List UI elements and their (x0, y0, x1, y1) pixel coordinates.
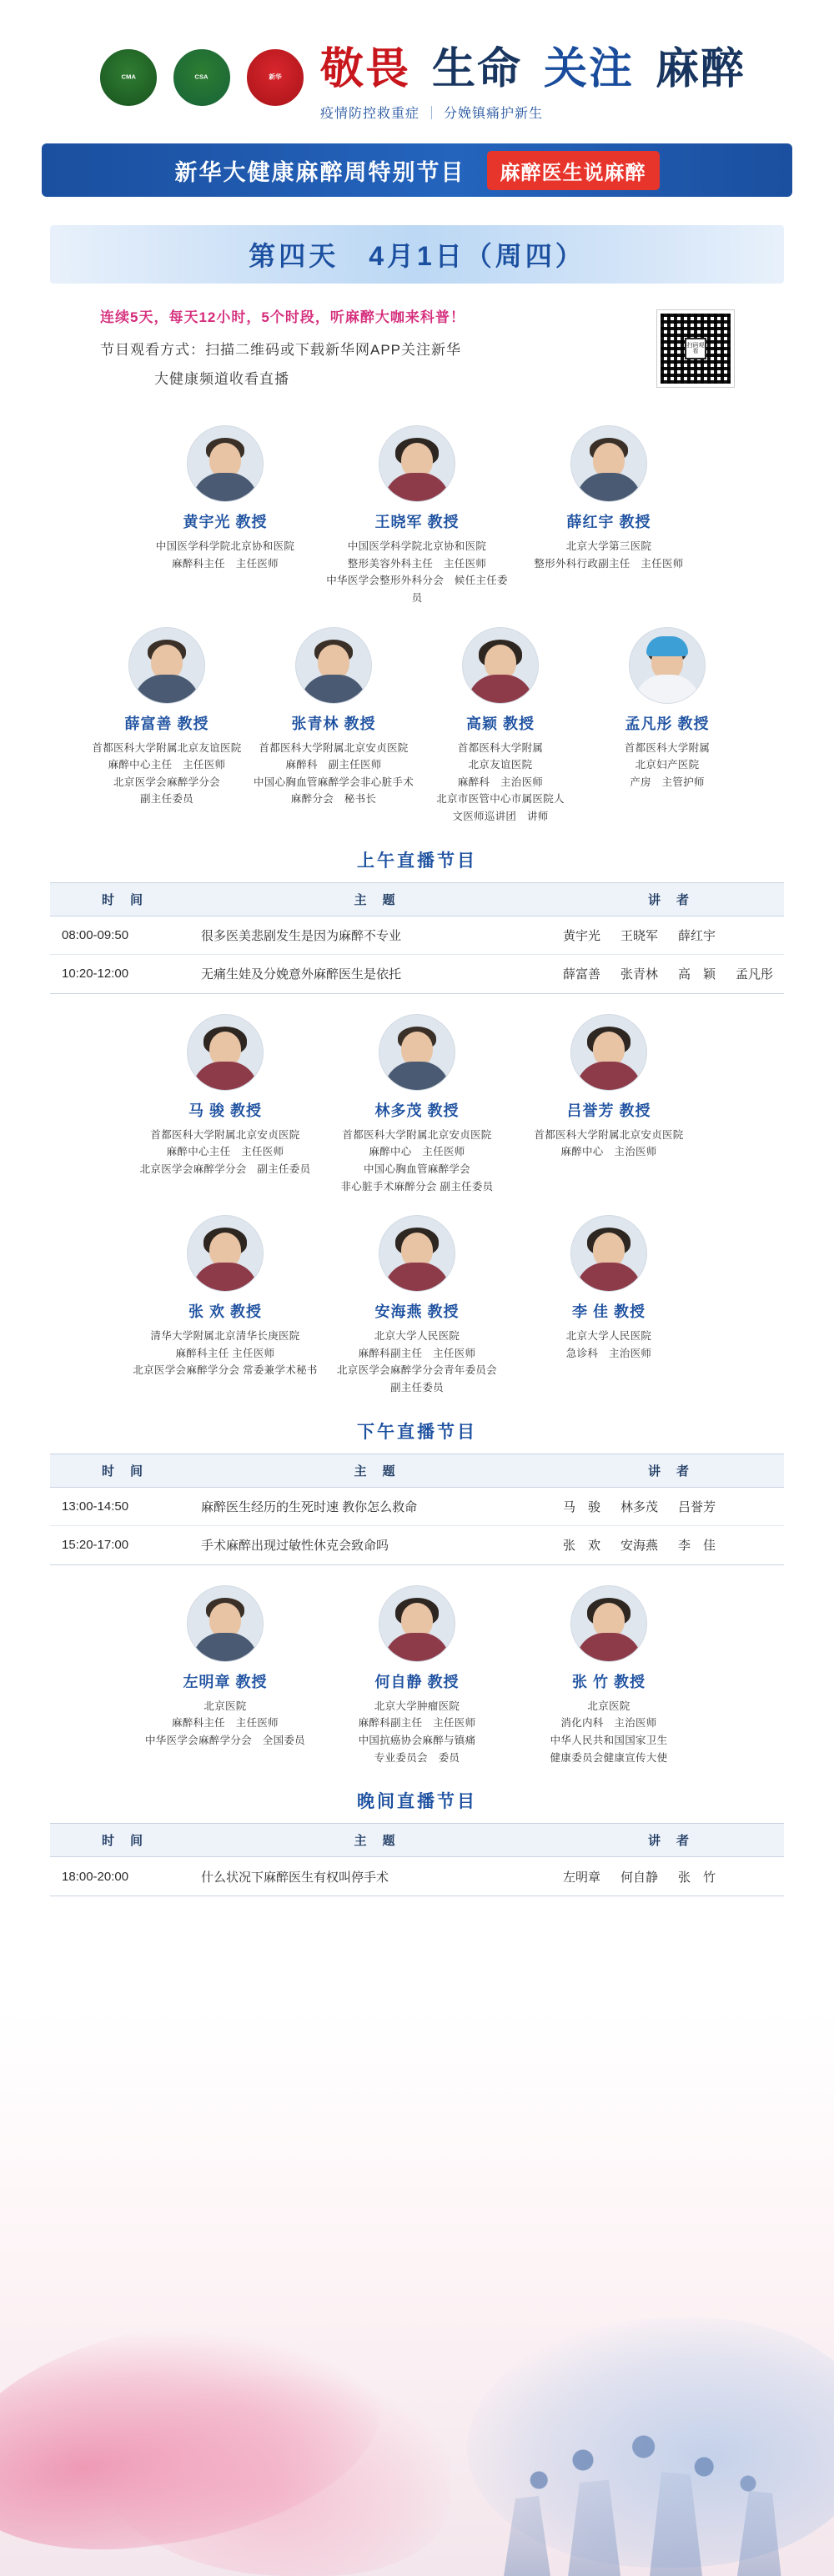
speaker-card (83, 622, 250, 809)
speaker-affiliation (140, 1127, 311, 1178)
speaker-name: 高颖 教授 (465, 715, 535, 732)
column-header-topic: 主 题 (354, 1834, 397, 1849)
speaker-affiliation-line: 首都医科大学附属北京安贞医院 (259, 741, 409, 754)
speaker-affiliation-line: 麻醉中心 主任医师 (369, 1146, 465, 1158)
speaker-name: 薛富善 教授 (124, 715, 209, 732)
speaker-affiliation-line: 首都医科大学附属北京安贞医院 (150, 1128, 300, 1141)
cell-speaker-name: 孟凡彤 (736, 967, 774, 982)
logo-health-text: 新华 (269, 73, 282, 81)
speaker-affiliation-line: 麻醉分会 秘书长 (290, 793, 377, 806)
avatar (379, 425, 455, 502)
afternoon-speakers-row-2 (0, 1210, 834, 1397)
evening-schedule-table (50, 1823, 784, 1896)
cell-time: 15:20-17:00 (62, 1538, 129, 1553)
speaker-affiliation (625, 740, 710, 791)
cell-speakers (555, 1498, 784, 1515)
cell-speaker-name: 薛红宇 (678, 928, 716, 943)
speaker-affiliation-line: 麻醉科 副主任医师 (285, 759, 382, 771)
speaker-affiliation-line: 整形美容外科主任 主任医师 (347, 557, 487, 570)
speaker-affiliation-line: 北京医学会麻醉学分会 (113, 776, 220, 788)
speaker-name: 安海燕 教授 (374, 1303, 460, 1321)
cell-speaker-name: 吕誉芳 (678, 1499, 716, 1514)
avatar (570, 1014, 647, 1091)
speaker-affiliation-line: 急诊科 主治医师 (565, 1347, 652, 1359)
speaker-affiliation-line: 麻醉中心 主治医师 (560, 1146, 657, 1158)
banner-badge: 麻醉医生说麻醉 (487, 151, 660, 190)
speaker-card (513, 1009, 705, 1161)
speaker-affiliation-line: 北京妇产医院 (635, 759, 700, 771)
speaker-affiliation-line: 中华医学会整形外科分会 候任主任委员 (326, 575, 508, 604)
speaker-affiliation-line: 北京医学会麻醉学分会 常委兼学术秘书 (133, 1364, 318, 1377)
speaker-affiliation-line: 副主任委员 (139, 793, 193, 806)
column-header-time: 时 间 (101, 1834, 144, 1849)
column-header-speakers: 讲 者 (647, 1834, 691, 1849)
avatar (187, 1215, 264, 1292)
avatar (187, 1585, 264, 1662)
speaker-affiliation-line: 北京医学会麻醉学分会 副主任委员 (139, 1162, 311, 1175)
speaker-affiliation-line: 麻醉科副主任 主任医师 (358, 1717, 476, 1730)
day-label: 第四天 4月1日（周四） (249, 241, 585, 271)
cell-speaker-name: 张青林 (620, 967, 659, 982)
avatar (187, 425, 264, 502)
logo-csa-icon (172, 48, 232, 108)
cell-speakers (555, 1536, 784, 1554)
speaker-card (250, 622, 417, 809)
cell-topic: 无痛生娃及分娩意外麻醉医生是依托 (201, 967, 402, 982)
intro-watch-instruction: 节目观看方式：扫描二维码或下载新华网APP关注新华 (100, 342, 462, 358)
speaker-affiliation (92, 740, 241, 809)
avatar (379, 1014, 455, 1091)
speaker-affiliation-line: 北京市医管中心市属医院人 (436, 793, 565, 806)
speaker-affiliation-line: 北京医院 (587, 1700, 631, 1712)
speaker-name: 黄宇光 教授 (183, 514, 268, 530)
speaker-affiliation-line: 麻醉科主任 主任医师 (171, 1717, 279, 1730)
cell-speaker-name: 安海燕 (620, 1539, 659, 1554)
speaker-affiliation-line: 北京医院 (203, 1700, 247, 1712)
speaker-affiliation-line: 中国心胸血管麻醉学会 (363, 1162, 470, 1175)
medical-team-silhouette-heads (500, 2363, 776, 2530)
evening-section-title: 晚间直播节目 (357, 1792, 477, 1812)
column-header-topic: 主 题 (354, 892, 397, 907)
speaker-affiliation-line: 麻醉科副主任 主任医师 (358, 1347, 476, 1359)
morning-schedule-table (50, 882, 784, 994)
speaker-name: 张青林 教授 (291, 715, 376, 732)
speaker-affiliation (359, 1698, 476, 1767)
cell-time: 08:00-09:50 (62, 927, 129, 942)
pink-ribbon-decoration (0, 2297, 397, 2572)
blue-wave-decoration (467, 2317, 834, 2568)
avatar (295, 627, 372, 704)
speaker-affiliation-line: 文医师巡讲团 讲师 (452, 811, 549, 822)
speaker-affiliation-line: 麻醉科主任 主任医师 (175, 1347, 275, 1359)
bottom-spacer (0, 1896, 834, 2180)
speaker-affiliation-line: 中国抗癌协会麻醉与镇痛 (358, 1734, 476, 1746)
speaker-affiliation (133, 1328, 317, 1379)
intro-block (50, 305, 784, 405)
cell-speakers (555, 1868, 784, 1886)
afternoon-speakers-row-1 (0, 1009, 834, 1196)
logo-cma-text: CMA (121, 73, 136, 81)
speaker-affiliation-line: 中华人民共和国国家卫生 (550, 1734, 668, 1746)
pink-ribbon-decoration-2 (100, 2376, 450, 2576)
speaker-affiliation-line: 北京大学人民医院 (565, 1330, 652, 1343)
cell-speaker-name: 黄宇光 (563, 928, 601, 943)
cell-speakers (555, 926, 784, 944)
avatar (570, 1585, 647, 1662)
speaker-card (321, 1009, 513, 1196)
cell-time: 13:00-14:50 (62, 1499, 129, 1514)
speaker-affiliation (566, 1328, 651, 1362)
cell-speakers (555, 965, 784, 982)
speaker-affiliation (324, 538, 510, 607)
speaker-affiliation-line: 麻醉中心主任 主任医师 (108, 759, 226, 771)
speaker-name: 张 欢 教授 (188, 1303, 262, 1321)
speaker-card (321, 420, 513, 607)
qr-center-label: 扫码观看 (685, 338, 706, 359)
column-header-speakers: 讲 者 (647, 1464, 691, 1479)
speaker-affiliation-line: 副主任委员 (389, 1382, 444, 1393)
speaker-affiliation-line: 麻醉科 主治医师 (457, 776, 544, 788)
program-banner (42, 143, 792, 197)
speaker-affiliation (534, 1127, 683, 1161)
speaker-name: 吕誉芳 教授 (566, 1102, 651, 1119)
bottom-decorative-art (0, 2226, 834, 2576)
speaker-affiliation-line: 首都医科大学附属 (624, 741, 711, 754)
speaker-card (129, 420, 321, 572)
speaker-name: 何自静 教授 (374, 1673, 460, 1690)
logo-group (88, 48, 305, 108)
speaker-affiliation-line: 首都医科大学附属北京友谊医院 (92, 741, 242, 754)
speaker-card (129, 1210, 321, 1379)
cell-speaker-name: 薛富善 (563, 967, 601, 982)
table-header-row (50, 883, 784, 916)
page-subtitle (320, 103, 543, 122)
poster-header (0, 0, 834, 130)
title-block (320, 33, 746, 122)
speaker-affiliation-line: 中国医学科学院北京协和医院 (155, 540, 295, 552)
qr-inner (661, 314, 731, 384)
banner-program-name: 新华大健康麻醉周特别节目 (174, 159, 465, 185)
speaker-name: 王晓军 教授 (374, 514, 460, 530)
cell-speaker-name: 何自静 (620, 1870, 659, 1885)
morning-speakers-row-2 (0, 622, 834, 826)
speaker-affiliation (341, 1127, 494, 1196)
speaker-affiliation-line: 麻醉中心主任 主任医师 (166, 1146, 284, 1158)
cell-speaker-name: 左明章 (563, 1870, 601, 1885)
subtitle-divider (431, 106, 432, 119)
cell-topic: 什么状况下麻醉医生有权叫停手术 (201, 1870, 389, 1885)
evening-speakers-row-1 (0, 1580, 834, 1767)
speaker-name: 孟凡彤 教授 (625, 715, 710, 732)
speaker-name: 李 佳 教授 (571, 1303, 646, 1321)
avatar (570, 425, 647, 502)
speaker-affiliation (550, 1698, 668, 1767)
speaker-affiliation (337, 1328, 497, 1397)
cell-speaker-name: 马 骏 (563, 1499, 601, 1514)
table-row (50, 1526, 784, 1564)
speaker-card (584, 622, 751, 791)
page-title (320, 33, 746, 96)
speaker-affiliation-line: 北京大学第三医院 (565, 540, 652, 552)
speaker-name: 左明章 教授 (183, 1673, 268, 1690)
logo-cma-icon (98, 48, 158, 108)
avatar (629, 627, 706, 704)
speaker-affiliation (156, 538, 294, 572)
avatar (379, 1585, 455, 1662)
morning-speakers-row-1 (0, 420, 834, 607)
speaker-affiliation-line: 北京大学人民医院 (374, 1330, 460, 1343)
cell-speaker-name: 高 颖 (678, 967, 716, 982)
speaker-affiliation-line: 整形外科行政副主任 主任医师 (534, 557, 684, 570)
cell-speaker-name: 王晓军 (620, 928, 659, 943)
speaker-card (513, 1580, 705, 1767)
speaker-card (321, 1580, 513, 1767)
speaker-card (321, 1210, 513, 1397)
speaker-affiliation-line: 首都医科大学附属 (457, 741, 544, 754)
speaker-affiliation-line: 消化内科 主治医师 (560, 1717, 657, 1730)
cell-speaker-name: 张 欢 (563, 1539, 601, 1554)
speaker-card (417, 622, 584, 826)
speaker-card (129, 1580, 321, 1750)
table-header-row (50, 1824, 784, 1857)
speaker-name: 薛红宇 教授 (566, 514, 651, 530)
speaker-card (513, 420, 705, 572)
speaker-affiliation-line: 北京友谊医院 (468, 759, 533, 771)
cell-speaker-name: 李 佳 (678, 1539, 716, 1554)
speaker-affiliation-line: 麻醉科主任 主任医师 (171, 557, 279, 570)
subtitle-left: 疫情防控救重症 (319, 107, 420, 121)
logo-health-icon (245, 48, 305, 108)
speaker-affiliation-line: 健康委员会健康宣传大使 (550, 1751, 668, 1764)
logo-csa-text: CSA (194, 73, 209, 81)
cell-time: 18:00-20:00 (62, 1869, 129, 1884)
speaker-card (129, 1009, 321, 1178)
speaker-affiliation-line: 中国心胸血管麻醉学会非心脏手术 (254, 776, 414, 788)
avatar (379, 1215, 455, 1292)
afternoon-schedule-table (50, 1454, 784, 1565)
speaker-affiliation (254, 740, 414, 809)
day-bar (50, 225, 784, 284)
speaker-name: 马 骏 教授 (188, 1102, 262, 1119)
cell-topic: 麻醉医生经历的生死时速 教你怎么救命 (201, 1499, 418, 1514)
column-header-time: 时 间 (101, 892, 144, 907)
column-header-speakers: 讲 者 (647, 892, 691, 907)
intro-highlight: 连续5天，每天12小时，5个时段，听麻醉大咖来科普！ (100, 309, 465, 325)
intro-watch-instruction-2: 大健康频道收看直播 (154, 371, 289, 387)
speaker-affiliation-line: 非心脏手术麻醉分会 副主任委员 (340, 1180, 494, 1193)
speaker-affiliation-line: 中国医学科学院北京协和医院 (347, 540, 487, 552)
medical-team-silhouette-bodies (492, 2443, 784, 2576)
title-part-1: 敬畏 (319, 43, 410, 94)
speaker-name: 林多茂 教授 (374, 1102, 460, 1119)
table-header-row (50, 1454, 784, 1488)
cell-speaker-name: 林多茂 (620, 1499, 659, 1514)
speaker-affiliation-line: 首都医科大学附属北京安贞医院 (534, 1128, 684, 1141)
table-row (50, 1857, 784, 1896)
speaker-affiliation-line: 北京医学会麻醉学分会青年委员会 (336, 1364, 497, 1377)
subtitle-right: 分娩镇痛护新生 (443, 107, 543, 121)
speaker-affiliation (145, 1698, 305, 1750)
table-row (50, 955, 784, 993)
cell-topic: 手术麻醉出现过敏性休克会致命吗 (201, 1539, 389, 1554)
speaker-card (513, 1210, 705, 1362)
title-part-4: 麻醉 (656, 43, 746, 94)
avatar (570, 1215, 647, 1292)
speaker-affiliation-line: 清华大学附属北京清华长庚医院 (150, 1330, 300, 1343)
avatar (187, 1014, 264, 1091)
afternoon-section-title: 下午直播节目 (357, 1422, 477, 1442)
speaker-affiliation-line: 专业委员会 委员 (374, 1751, 460, 1764)
column-header-time: 时 间 (101, 1464, 144, 1479)
avatar (462, 627, 539, 704)
cell-speaker-name: 张 竹 (678, 1870, 716, 1885)
column-header-topic: 主 题 (354, 1464, 397, 1479)
speaker-affiliation-line: 中华医学会麻醉学分会 全国委员 (144, 1734, 305, 1746)
table-row (50, 916, 784, 955)
qr-code-icon[interactable] (657, 310, 734, 387)
avatar (128, 627, 205, 704)
cell-time: 10:20-12:00 (62, 967, 129, 982)
title-part-2: 生命 (431, 43, 522, 94)
cell-topic: 很多医美悲剧发生是因为麻醉不专业 (201, 928, 402, 943)
morning-section-title: 上午直播节目 (357, 851, 477, 871)
table-row (50, 1488, 784, 1526)
title-part-3: 关注 (544, 43, 635, 94)
speaker-affiliation-line: 产房 主管护师 (630, 776, 705, 788)
speaker-affiliation-line: 北京大学肿瘤医院 (374, 1700, 460, 1712)
speaker-name: 张 竹 教授 (571, 1673, 646, 1690)
speaker-affiliation (436, 740, 565, 826)
speaker-affiliation-line: 首都医科大学附属北京安贞医院 (342, 1128, 492, 1141)
speaker-affiliation (534, 538, 683, 572)
